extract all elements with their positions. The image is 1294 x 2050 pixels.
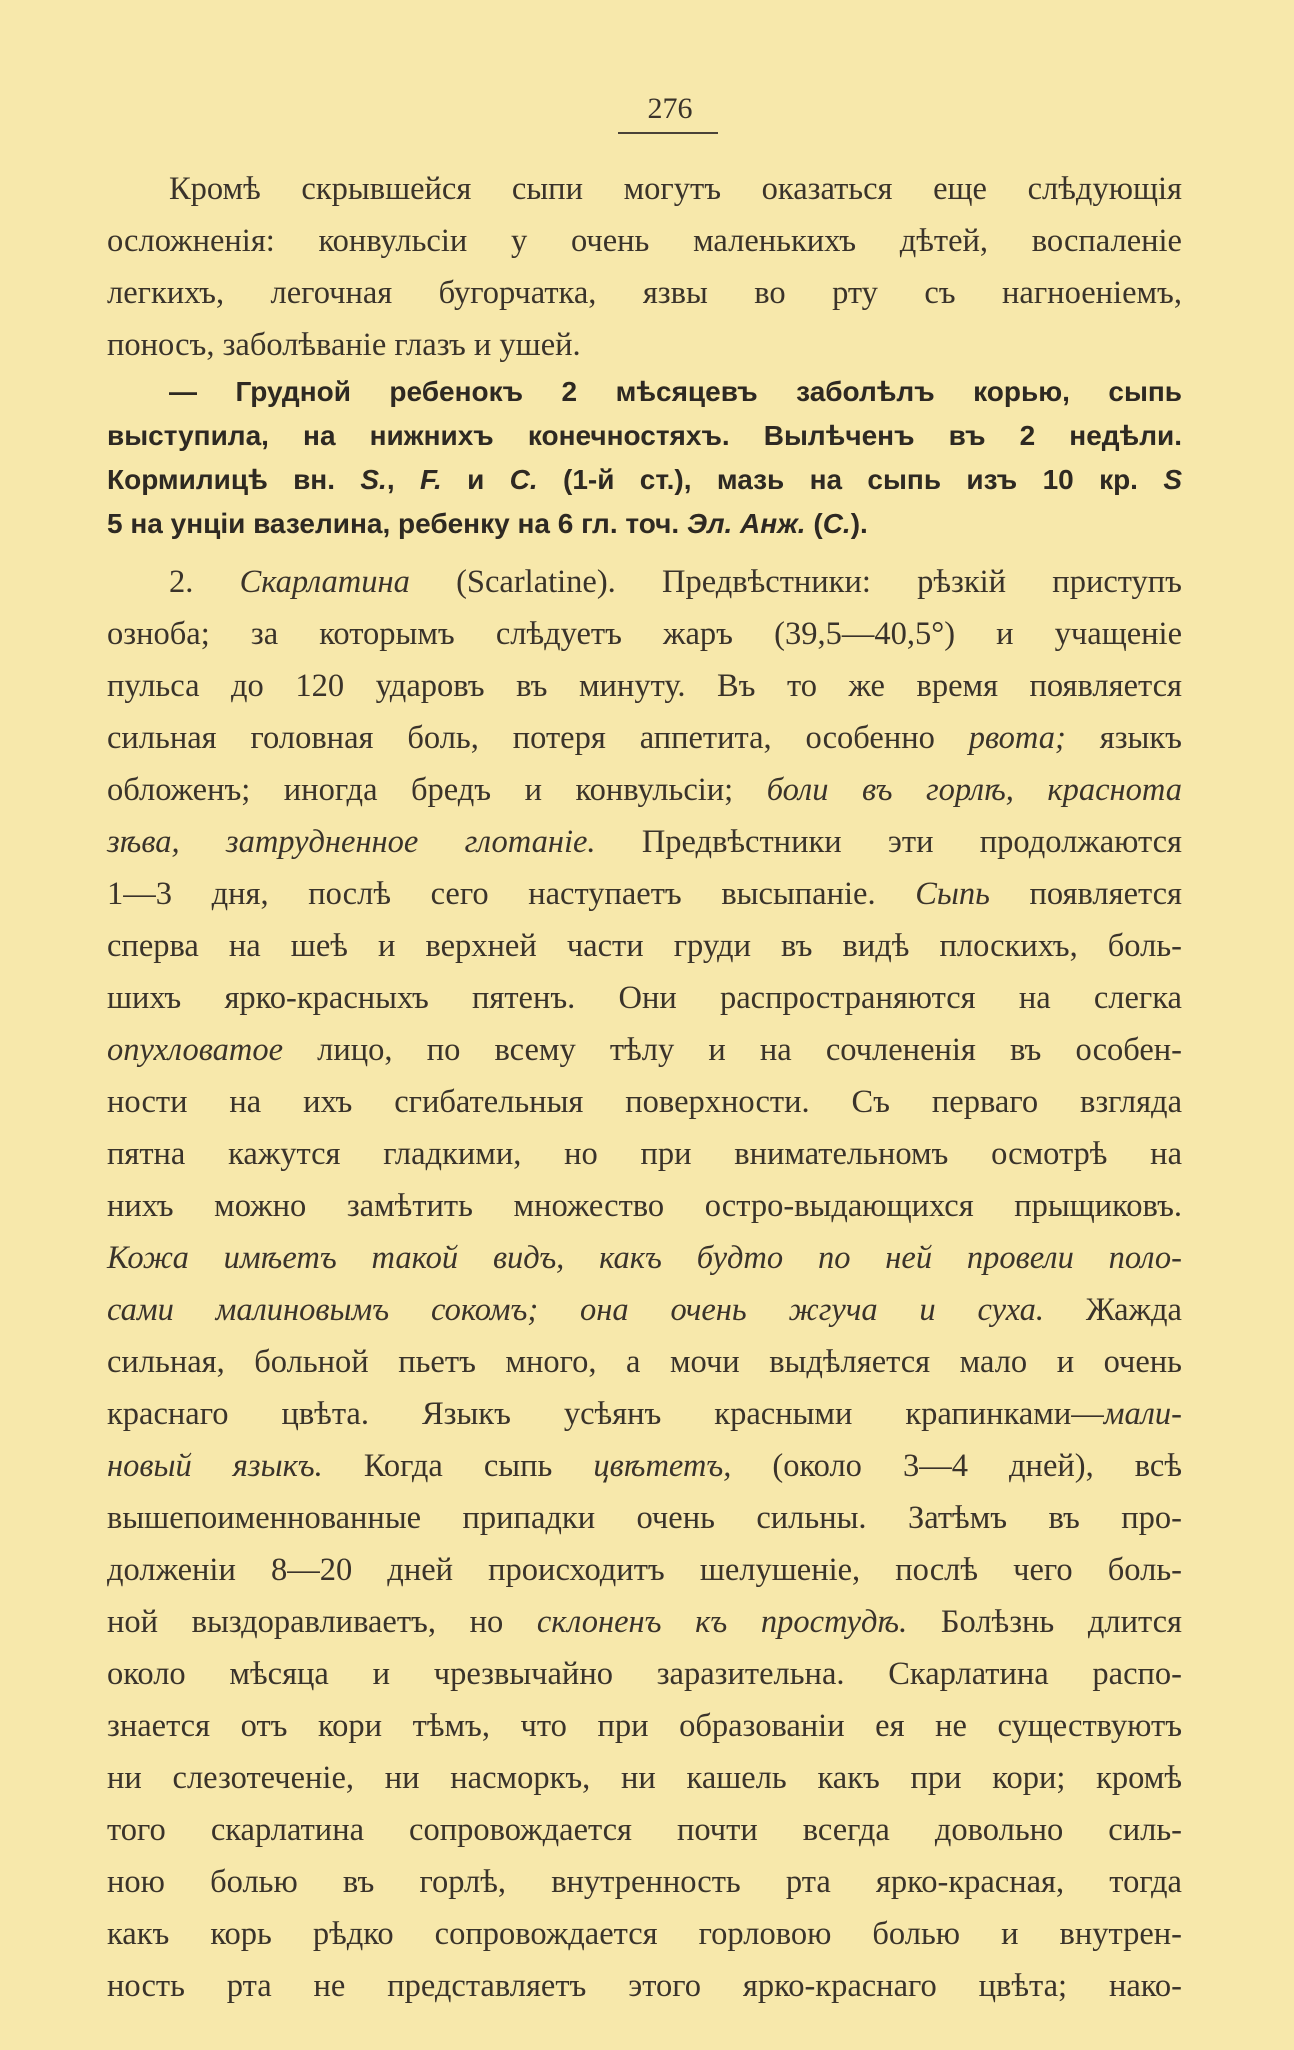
text-line: обложенъ; иногда бредъ и конвульсіи; боли въ горлѣ, краснота: [107, 772, 1182, 808]
text-line: поносъ, заболѣваніе глазъ и ушей.: [107, 327, 581, 363]
text-line: легкихъ, легочная бугорчатка, язвы во рту съ нагноеніемъ,: [107, 275, 1182, 311]
text-line: Кромѣ скрывшейся сыпи могутъ оказаться еще слѣдующія: [169, 171, 1182, 207]
text-line: зѣва, затрудненное глотаніе. Предвѣстники эти продолжаются: [107, 824, 1182, 860]
text-line: Кожа имѣетъ такой видъ, какъ будто по ней провели поло-: [107, 1240, 1182, 1276]
text-line: сперва на шеѣ и верхней части груди въ видѣ плоскихъ, боль-: [107, 928, 1182, 964]
text-line: сильная, больной пьетъ много, а мочи выдѣляется мало и очень: [107, 1344, 1182, 1380]
text-line: — Грудной ребенокъ 2 мѣсяцевъ заболѣлъ корью, сыпь: [169, 376, 1182, 407]
text-line: сильная головная боль, потеря аппетита, особенно рвота; языкъ: [107, 720, 1182, 756]
text-line: вышепоименнованные припадки очень сильны. Затѣмъ въ про-: [107, 1500, 1182, 1536]
section-heading: Скарлатина: [239, 564, 410, 600]
text-line: шихъ ярко-красныхъ пятенъ. Они распространяются на слегка: [107, 980, 1182, 1016]
text-line: сами малиновымъ сокомъ; она очень жгуча и суха. Жажда: [107, 1292, 1182, 1328]
text-line: новый языкъ. Когда сыпь цвѣтетъ, (около 3—4 дней), всѣ: [107, 1448, 1182, 1484]
text-line: ною болью въ горлѣ, внутренность рта ярко-красная, тогда: [107, 1864, 1182, 1900]
text-line: краснаго цвѣта. Языкъ усѣянъ красными крапинками—мали-: [107, 1396, 1182, 1432]
paragraph-scarlatina: [107, 556, 1182, 2012]
page-number-rule: [618, 132, 718, 134]
text-line: выступила, на нижнихъ конечностяхъ. Вылѣченъ въ 2 недѣли.: [107, 420, 1182, 451]
text-line: какъ корь рѣдко сопровождается горловою болью и внутрен-: [107, 1916, 1182, 1952]
paragraph-case-note: [107, 370, 1182, 546]
paragraph-complications: [107, 163, 1182, 371]
text-line: озноба; за которымъ слѣдуетъ жаръ (39,5—40,5°) и учащеніе: [107, 616, 1182, 652]
text-line: ни слезотеченіе, ни насморкъ, ни кашель какъ при кори; кромѣ: [107, 1760, 1182, 1796]
text-line: 5 на унціи вазелина, ребенку на 6 гл. точ. Эл. Анж. (C.).: [107, 508, 868, 539]
text-line: ность рта не представляетъ этого ярко-краснаго цвѣта; нако-: [107, 1968, 1182, 2004]
text-line: опухловатое лицо, по всему тѣлу и на сочлененія въ особен-: [107, 1032, 1182, 1068]
text-line: пульса до 120 ударовъ въ минуту. Въ то же время появляется: [107, 668, 1182, 704]
text-line: ности на ихъ сгибательныя поверхности. Съ перваго взгляда: [107, 1084, 1182, 1120]
page-number: 276: [647, 92, 693, 125]
text-line: знается отъ кори тѣмъ, что при образованіи ея не существуютъ: [107, 1708, 1182, 1744]
text-line: 1—3 дня, послѣ сего наступаетъ высыпаніе. Сыпь появляется: [107, 876, 1182, 912]
text-line: около мѣсяца и чрезвычайно заразительна. Скарлатина распо-: [107, 1656, 1182, 1692]
text-line: осложненія: конвульсіи у очень маленькихъ дѣтей, воспаленіе: [107, 223, 1182, 259]
text-line: долженіи 8—20 дней происходитъ шелушеніе, послѣ чего боль-: [107, 1552, 1182, 1588]
text-line: 2. Скарлатина (Scarlatine). Предвѣстники: рѣзкій приступъ: [169, 564, 1182, 600]
text-line: того скарлатина сопровождается почти всегда довольно силь-: [107, 1812, 1182, 1848]
text-line: нихъ можно замѣтить множество остро-выдающихся прыщиковъ.: [107, 1188, 1182, 1224]
text-line: пятна кажутся гладкими, но при внимательномъ осмотрѣ на: [107, 1136, 1182, 1172]
text-line: ной выздоравливаетъ, но склоненъ къ простудѣ. Болѣзнь длится: [107, 1604, 1182, 1640]
text-line: Кормилицѣ вн. S., F. и C. (1-й ст.), мазь на сыпь изъ 10 кр. S: [107, 464, 1182, 495]
